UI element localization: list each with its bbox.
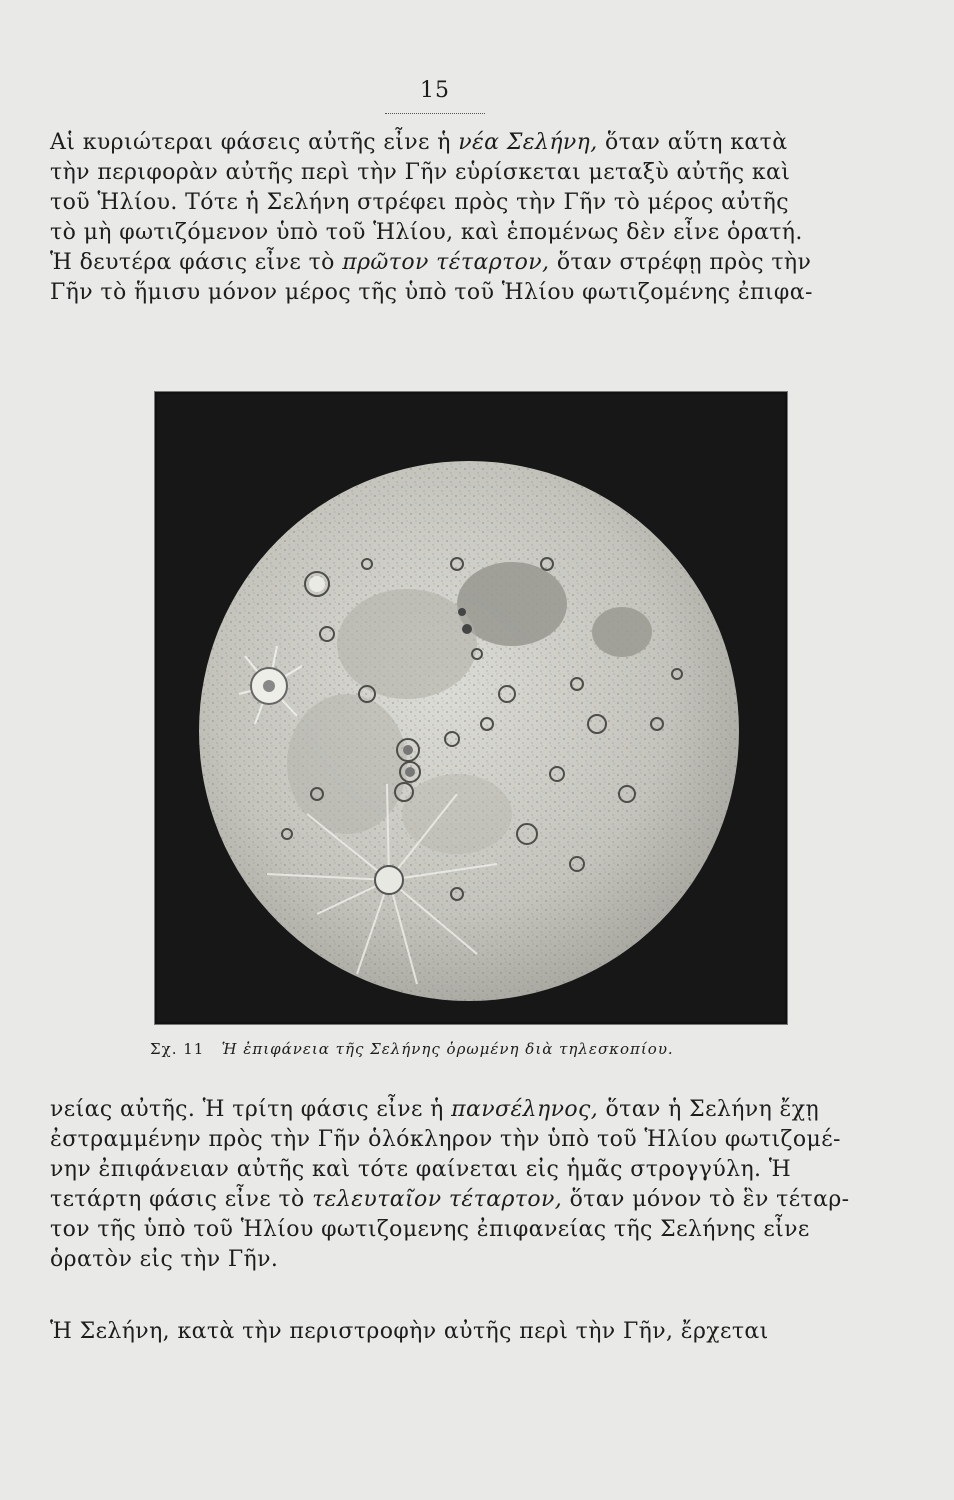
italic-term: πανσέληνος, xyxy=(451,1097,599,1122)
figure-caption-text: Ἡ ἐπιφάνεια τῆς Σελήνης ὁρωμένη διὰ τηλεσκοπίου. xyxy=(221,1040,674,1058)
text-run: τετάρτη φάσις εἶνε τὸ xyxy=(50,1187,313,1212)
italic-term: πρῶτον τέταρτον, xyxy=(342,250,550,275)
text-run: τοῦ Ἡλίου. Τότε ἡ Σελήνη στρέφει πρὸς τὴν Γῆν τὸ μέρος αὐτῆς xyxy=(50,190,789,215)
text-line xyxy=(50,278,813,308)
paragraph-3 xyxy=(50,1317,810,1347)
text-line xyxy=(50,218,810,248)
page-number-rule xyxy=(385,113,485,114)
text-line xyxy=(50,1245,810,1275)
text-line xyxy=(50,1215,810,1245)
text-run: Ἡ δευτέρα φάσις εἶνε τὸ xyxy=(50,250,343,275)
text-run: ἐστραμμένην πρὸς τὴν Γῆν ὁλόκληρον τὴν ὑπὸ τοῦ Ἡλίου φωτιζομέ- xyxy=(50,1127,841,1152)
text-run: νείας αὐτῆς. Ἡ τρίτη φάσις εἶνε ἡ xyxy=(50,1097,452,1122)
text-line xyxy=(50,1095,820,1125)
text-run: Ἡ Σελήνη, κατὰ τὴν περιστροφὴν αὐτῆς περὶ τὴν Γῆν, ἔρχεται xyxy=(50,1319,769,1344)
paragraph-2 xyxy=(50,1095,850,1275)
text-run: ὅταν στρέφῃ πρὸς τὴν xyxy=(549,250,812,275)
text-run: νην ἐπιφάνειαν αὐτῆς καὶ τότε φαίνεται εἰς ἡμᾶς στρογγύλη. Ἡ xyxy=(50,1157,792,1182)
text-run: τον τῆς ὑπὸ τοῦ Ἡλίου φωτιζομενης ἐπιφανείας τῆς Σελήνης εἶνε xyxy=(50,1217,810,1242)
moon-telescope-illustration xyxy=(155,392,787,1024)
text-line xyxy=(50,188,810,218)
text-run: Γῆν τὸ ἥμισυ μόνον μέρος τῆς ὑπὸ τοῦ Ἡλίου φωτιζομένης ἐπιφα- xyxy=(50,280,813,305)
tycho-crater xyxy=(375,866,403,894)
text-run: τὸ μὴ φωτιζόμενον ὑπὸ τοῦ Ἡλίου, καὶ ἑπομένως δὲν εἶνε ὁρατή. xyxy=(50,220,803,245)
text-line xyxy=(50,158,810,188)
text-line xyxy=(50,248,810,278)
mare-crisium xyxy=(592,607,652,657)
text-run: ὅταν αὕτη κατὰ xyxy=(597,130,788,155)
text-run: τὴν περιφορὰν αὐτῆς περὶ τὴν Γῆν εὑρίσκεται μεταξὺ αὐτῆς καὶ xyxy=(50,160,791,185)
text-run: ὅταν μόνον τὸ ἓν τέταρ- xyxy=(562,1187,850,1212)
text-run: ὅταν ἡ Σελήνη ἔχῃ xyxy=(598,1097,820,1122)
italic-term: τελευταῖον τέταρτον, xyxy=(312,1187,563,1212)
text-run: ὁρατὸν εἰς τὴν Γῆν. xyxy=(50,1247,279,1272)
text-line xyxy=(50,1317,810,1347)
text-line xyxy=(50,1155,810,1185)
text-line xyxy=(50,1185,850,1215)
italic-term: νέα Σελήνη, xyxy=(458,130,598,155)
figure-caption xyxy=(150,1040,790,1058)
figure-label: Σχ. 11 xyxy=(150,1040,205,1058)
page-number: 15 xyxy=(420,78,450,103)
text-run: Αἱ κυριώτεραι φάσεις αὐτῆς εἶνε ἡ xyxy=(50,130,459,155)
text-line xyxy=(50,1125,841,1155)
paragraph-1 xyxy=(50,128,813,308)
text-line xyxy=(50,128,810,158)
